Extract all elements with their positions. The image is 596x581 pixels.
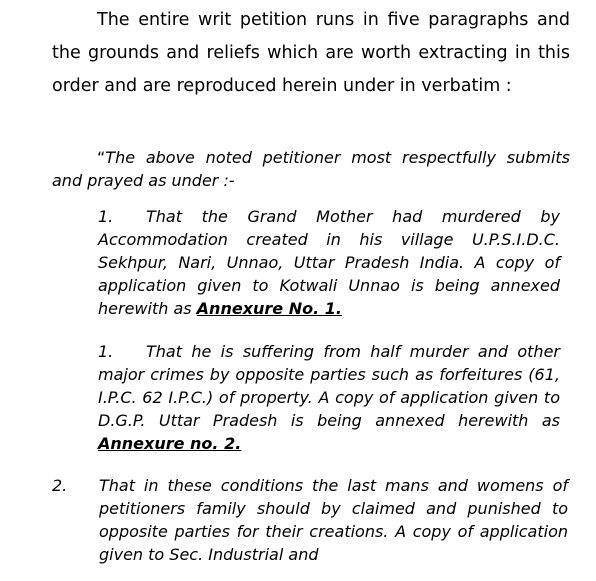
opening-quote-mark: “ bbox=[97, 148, 106, 167]
intro-paragraph-text: The entire writ petition runs in five paragraphs and the grounds and reliefs which are worth extracting in this order and are reproduced herein under in verbatim : bbox=[52, 10, 570, 96]
list-item-number: 1. bbox=[98, 207, 114, 226]
list-item bbox=[98, 340, 560, 455]
list-item bbox=[52, 474, 568, 566]
list-item-number: 2. bbox=[52, 476, 68, 495]
quote-intro bbox=[52, 146, 570, 192]
annexure-reference: Annexure no. 2. bbox=[98, 434, 242, 453]
list-item bbox=[98, 205, 560, 320]
annexure-reference: Annexure No. 1. bbox=[196, 299, 342, 318]
quote-intro-text: The above noted petitioner most respectfully submits and prayed as under :- bbox=[52, 148, 570, 190]
intro-paragraph bbox=[52, 4, 570, 103]
list-item-text: That he is suffering from half murder and other major crimes by opposite parties such as forfeitures (61, I.P.C. 62 I.P.C.) of property. A copy of application given to D.G.P. Uttar Pradesh is being annexed herewith as bbox=[98, 342, 560, 430]
list-item-text: That in these conditions the last mans and womens of petitioners family should by claimed and punished to opposite parties for their creations. A copy of application given to Sec. Industrial and bbox=[99, 476, 568, 564]
list-item-text: That the Grand Mother had murdered by Accommodation created in his village U.P.S.I.D.C. Sekhpur, Nari, Unnao, Uttar Pradesh India. A copy of application given to Kotwali Unnao is being annexed herewith as bbox=[98, 207, 560, 318]
list-item-number: 1. bbox=[98, 342, 114, 361]
